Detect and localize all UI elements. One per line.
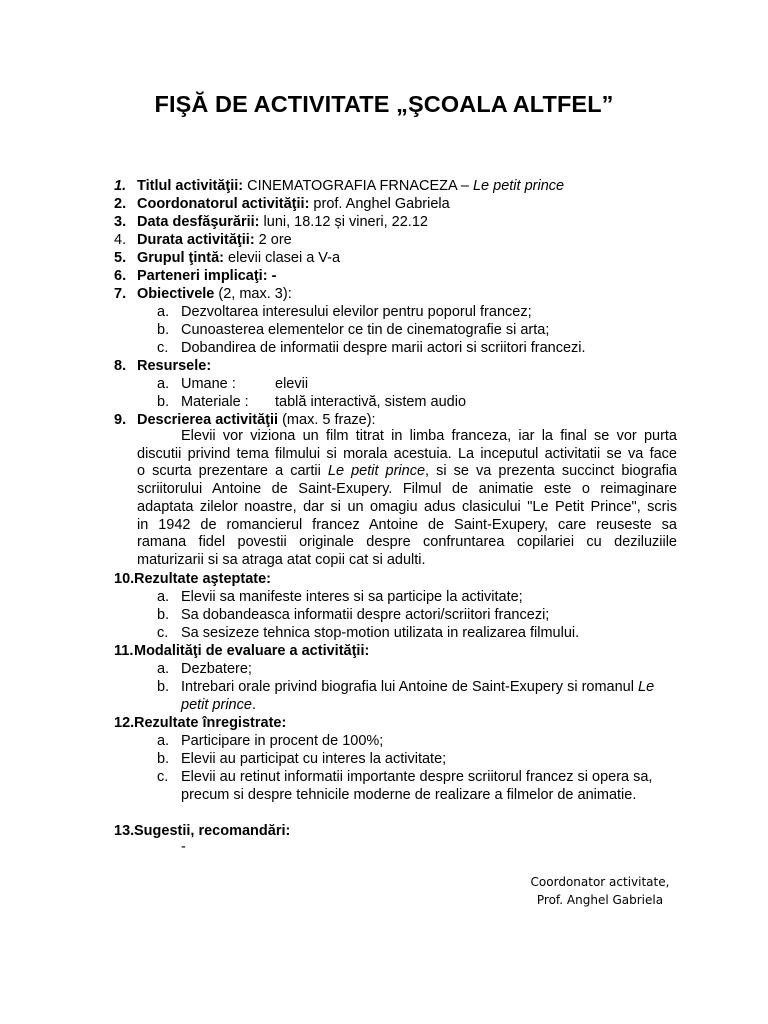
item-value: prof. Anghel Gabriela xyxy=(309,196,450,212)
sub-text: Cunoasterea elementelor ce tin de cinematografie si arta; xyxy=(181,322,550,338)
sub-text: Sa dobandeasca informatii despre actori/scriitori francezi; xyxy=(181,607,550,623)
item-label: Resursele: xyxy=(137,358,212,374)
sub-letter: b. xyxy=(157,751,170,767)
list-item xyxy=(0,606,768,624)
item-value: 2 ore xyxy=(254,232,292,248)
paragraph-line: maturizarii si sa atraga atat copii cat si adulti. xyxy=(137,551,426,568)
sub-text: Materiale : xyxy=(181,394,249,410)
item-label xyxy=(137,249,340,267)
sub-text xyxy=(181,696,256,714)
label-text: Durata activităţii: xyxy=(137,232,255,248)
item-date xyxy=(0,213,768,231)
item-label xyxy=(137,195,450,213)
paragraph-fragment: , si se va prezenta succinct biografia xyxy=(425,463,677,480)
item-number: 3. xyxy=(114,214,127,230)
item-value: elevii clasei a V-a xyxy=(224,250,341,266)
list-item xyxy=(0,321,768,339)
item-value: CINEMATOGRAFIA FRNACEZA – xyxy=(243,178,473,194)
item-number: 6. xyxy=(114,268,127,284)
sub-letter: c. xyxy=(157,340,169,356)
list-item-continuation xyxy=(0,786,768,804)
sub-text: Dobandirea de informatii despre marii actori si scriitori francezi. xyxy=(181,340,586,356)
paragraph-fragment: o scurta prezentare a cartii xyxy=(137,463,328,480)
list-item xyxy=(0,768,768,786)
item-label: Sugestii, recomandări: xyxy=(134,823,291,839)
item-recorded-results xyxy=(0,714,768,732)
sub-letter: b. xyxy=(157,322,170,338)
item-label xyxy=(137,231,292,249)
sub-letter: a. xyxy=(157,733,170,749)
sub-text: Sa sesizeze tehnica stop-motion utilizata in realizarea filmului. xyxy=(181,625,580,641)
list-item xyxy=(0,339,768,357)
item-number: 9. xyxy=(114,412,127,428)
label-text: Obiectivele xyxy=(137,286,215,302)
item-label: Parteneri implicaţi: - xyxy=(137,268,277,284)
item-number: 8. xyxy=(114,358,127,374)
paragraph-line: Elevii vor viziona un film titrat in limba franceza, iar la final se vor purta xyxy=(181,428,677,444)
book-title: petit prince xyxy=(181,697,252,713)
sub-text: Dezvoltarea interesului elevilor pentru poporul francez; xyxy=(181,304,532,320)
paragraph-line: in 1942 de romancierul francez Antoine de Saint-Exupery, care reuseste sa xyxy=(137,516,677,533)
document-title: FIŞĂ DE ACTIVITATE „ŞCOALA ALTFEL” xyxy=(154,91,614,117)
sub-text: Dezbatere; xyxy=(181,661,252,677)
label-text: Titlul activităţii: xyxy=(137,178,244,194)
sub-letter: b. xyxy=(157,394,170,410)
item-label: Rezultate înregistrate: xyxy=(134,715,287,731)
sub-letter: a. xyxy=(157,661,170,677)
item-label xyxy=(137,213,428,231)
list-item xyxy=(0,624,768,642)
list-item xyxy=(0,303,768,321)
paragraph-line xyxy=(137,463,677,481)
item-partners xyxy=(0,267,768,285)
signature-line-2: Prof. Anghel Gabriela xyxy=(536,893,664,907)
item-number: 5. xyxy=(114,250,127,266)
item-label: Modalităţi de evaluare a activităţii: xyxy=(134,643,370,659)
item-title-activity xyxy=(0,177,768,195)
sub-text xyxy=(181,678,654,696)
item-number: 10. xyxy=(114,571,135,587)
paragraph-line: scriitorului Antoine de Saint-Exupery. Filmul de animatie este o reimaginare xyxy=(137,481,677,498)
item-label xyxy=(137,411,376,429)
item-value: (2, max. 3): xyxy=(214,286,292,302)
paragraph-line: ramana fidel povestii originale despre confruntarea copilariei cu deziluziile xyxy=(137,534,677,551)
item-expected-results xyxy=(0,570,768,588)
list-item xyxy=(0,732,768,750)
label-text: Coordonatorul activităţii: xyxy=(137,196,310,212)
sub-text: Participare in procent de 100%; xyxy=(181,733,384,749)
item-target-group xyxy=(0,249,768,267)
paragraph-line: adaptata zilelor noastre, dar si un omagiu adus clasicului "Le Petit Prince", scris xyxy=(137,498,677,515)
item-number: 1. xyxy=(114,178,127,194)
sub-letter: b. xyxy=(157,607,170,623)
sub-letter: a. xyxy=(157,304,170,320)
item-description xyxy=(0,411,768,429)
label-text: Grupul ţintă: xyxy=(137,250,224,266)
sub-text: Elevii au participat cu interes la activitate; xyxy=(181,751,447,767)
item-label xyxy=(137,285,292,303)
sub-letter: a. xyxy=(157,376,170,392)
sub-text-fragment: . xyxy=(251,697,256,713)
sub-letter: c. xyxy=(157,625,169,641)
list-item-continuation xyxy=(0,696,768,714)
resource-value: tablă interactivă, sistem audio xyxy=(275,394,467,410)
label-text: Descrierea activităţii xyxy=(137,412,279,428)
list-item xyxy=(0,660,768,678)
list-item xyxy=(0,393,768,411)
item-number: 7. xyxy=(114,286,127,302)
item-evaluation xyxy=(0,642,768,660)
book-title: Le xyxy=(638,679,655,695)
book-title: Le petit prince xyxy=(327,463,426,480)
sub-text: Elevii au retinut informatii importante despre scriitorul francez si opera sa, xyxy=(181,769,653,785)
sub-text: Elevii sa manifeste interes si sa participe la activitate; xyxy=(181,589,523,605)
list-item xyxy=(0,678,768,696)
item-value: (max. 5 fraze): xyxy=(278,412,376,428)
signature-line-1: Coordonator activitate, xyxy=(530,875,670,889)
label-text: Data desfăşurării: xyxy=(137,214,260,230)
item-value: luni, 18.12 și vineri, 22.12 xyxy=(259,214,428,230)
item-label xyxy=(137,177,564,195)
sub-letter: b. xyxy=(157,679,170,695)
list-item xyxy=(0,588,768,606)
list-item xyxy=(0,750,768,768)
item-number: 12. xyxy=(114,715,135,731)
item-label: Rezultate aşteptate: xyxy=(134,571,271,587)
item-coordinator xyxy=(0,195,768,213)
item-number: 2. xyxy=(114,196,127,212)
dash: - xyxy=(181,839,186,855)
item-number: 11. xyxy=(114,643,134,659)
item-duration xyxy=(0,231,768,249)
sub-text: precum si despre tehnicile moderne de realizare a filmelor de animatie. xyxy=(181,787,637,803)
sub-letter: a. xyxy=(157,589,170,605)
sub-text-fragment: Intrebari orale privind biografia lui Antoine de Saint-Exupery si romanul xyxy=(181,679,638,695)
list-item xyxy=(0,375,768,393)
suggestion-dash xyxy=(0,838,768,856)
resource-value: elevii xyxy=(275,376,309,392)
item-value-italic: Le petit prince xyxy=(472,178,565,194)
paragraph-line: discutii privind tema filmului si morala acestuia. La inceputul activitatii se va face xyxy=(137,445,677,462)
sub-text: Umane : xyxy=(181,376,236,392)
item-resources xyxy=(0,357,768,375)
description-paragraph xyxy=(137,428,677,570)
item-objectives xyxy=(0,285,768,303)
item-number: 4. xyxy=(114,232,127,248)
item-number: 13. xyxy=(114,823,135,839)
sub-letter: c. xyxy=(157,769,169,785)
